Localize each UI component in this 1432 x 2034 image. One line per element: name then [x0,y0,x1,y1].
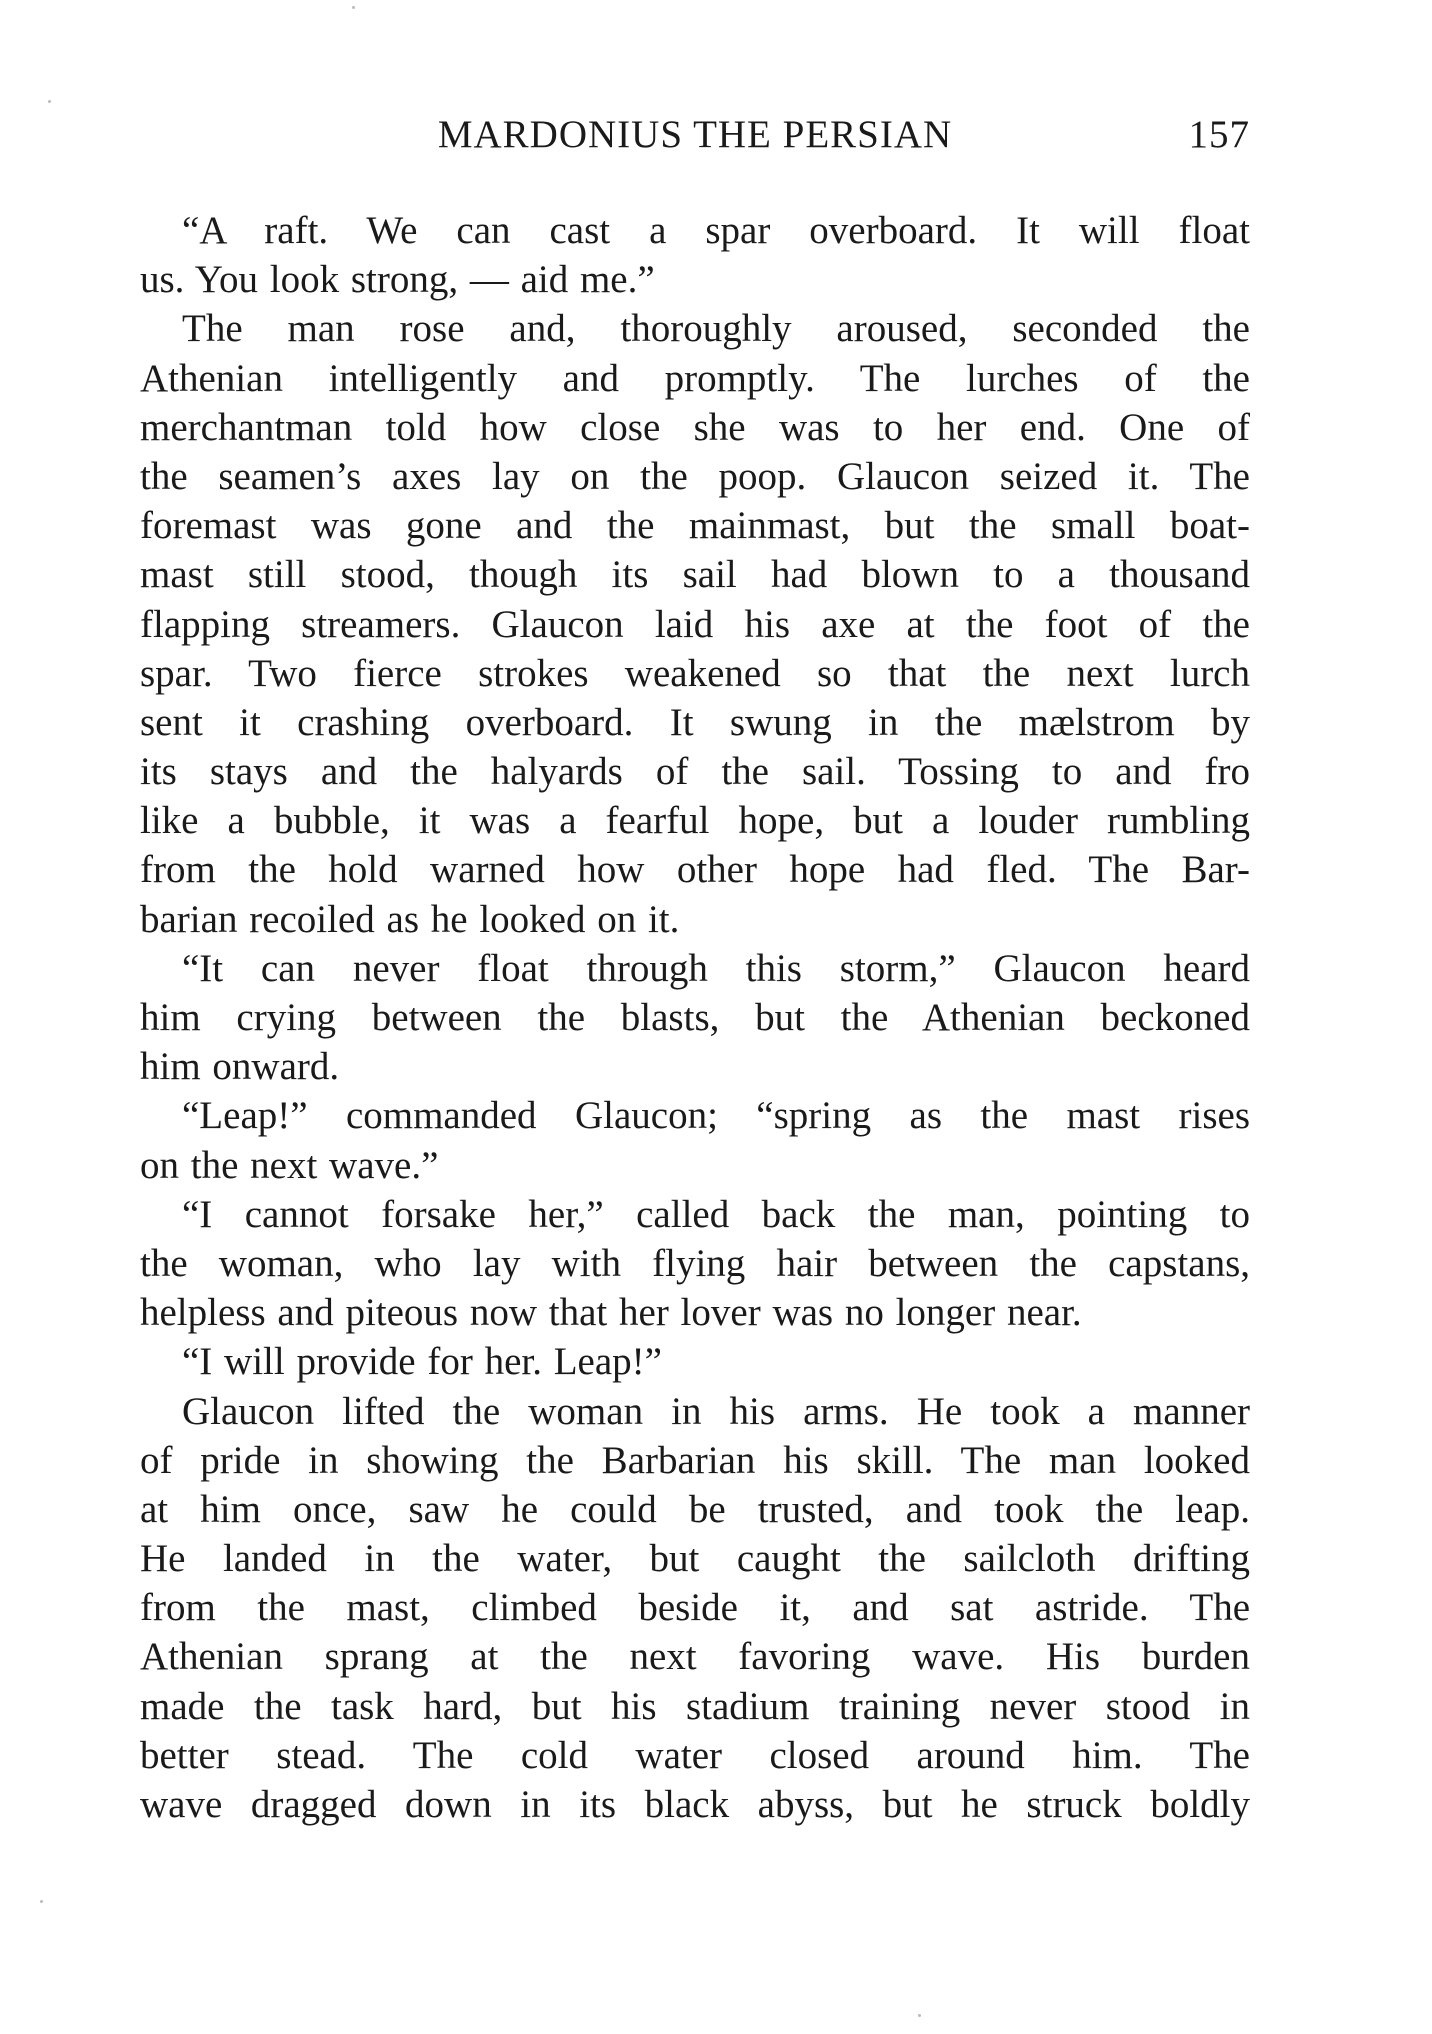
text-line: “Leap!” commanded Glaucon; “spring as the mast rises [182,1094,1250,1138]
text-line: “A raft. We can cast a spar overboard. It will float [182,209,1250,252]
paper-speck [918,2014,921,2017]
text-line: helpless and piteous now that her lover was no longer near. [140,1291,1082,1335]
text-line: from the hold warned how other hope had fled. The Bar- [140,848,1250,892]
text-line: its stays and the halyards of the sail. Tossing to and fro [140,750,1250,794]
paper-speck [48,100,51,103]
text-line: Athenian sprang at the next favoring wave. His burden [140,1635,1250,1679]
text-line: from the mast, climbed beside it, and sat astride. The [140,1586,1250,1630]
text-line: “I cannot forsake her,” called back the man, pointing to [182,1192,1250,1236]
text-line: barian recoiled as he looked on it. [140,897,680,941]
text-line: He landed in the water, but caught the sailcloth drifting [140,1537,1250,1581]
body-text [140,206,1250,1829]
text-line: wave dragged down in its black abyss, but he struck boldly [140,1783,1250,1826]
paper-speck [352,6,355,9]
text-line: the woman, who lay with flying hair between the capstans, [140,1241,1250,1285]
text-line: him onward. [140,1045,340,1089]
text-line: “I will provide for her. Leap!” [182,1340,662,1384]
text-line: The man rose and, thoroughly aroused, seconded the [182,307,1250,351]
text-line: made the task hard, but his stadium training never stood in [140,1684,1250,1728]
text-line: better stead. The cold water closed around him. The [140,1733,1250,1777]
text-line: merchantman told how close she was to her end. One of [140,405,1250,449]
text-line: flapping streamers. Glaucon laid his axe at the foot of the [140,602,1250,646]
running-head [140,112,1250,172]
text-line: spar. Two fierce strokes weakened so that the next lurch [140,651,1250,695]
running-title: MARDONIUS THE PERSIAN [437,113,953,156]
text-line: at him once, saw he could be trusted, and took the leap. [140,1487,1250,1531]
text-line: foremast was gone and the mainmast, but the small boat- [140,504,1250,548]
text-line: him crying between the blasts, but the Athenian beckoned [140,996,1250,1039]
text-line: “It can never float through this storm,” Glaucon heard [182,946,1250,990]
text-line: like a bubble, it was a fearful hope, but a louder rumbling [140,799,1250,843]
text-line: sent it crashing overboard. It swung in the mælstrom by [140,700,1250,744]
text-line: Glaucon lifted the woman in his arms. He took a manner [182,1389,1250,1433]
text-line: on the next wave.” [140,1143,439,1187]
text-line: mast still stood, though its sail had blown to a thousand [140,553,1250,597]
text-line: us. You look strong, — aid me.” [140,258,655,302]
paper-speck [40,1900,43,1903]
text-line: Athenian intelligently and promptly. The lurches of the [140,356,1250,400]
text-line: of pride in showing the Barbarian his skill. The man looked [140,1438,1250,1482]
text-line: the seamen’s axes lay on the poop. Glaucon seized it. The [140,454,1250,498]
page-number: 157 [1188,113,1250,156]
